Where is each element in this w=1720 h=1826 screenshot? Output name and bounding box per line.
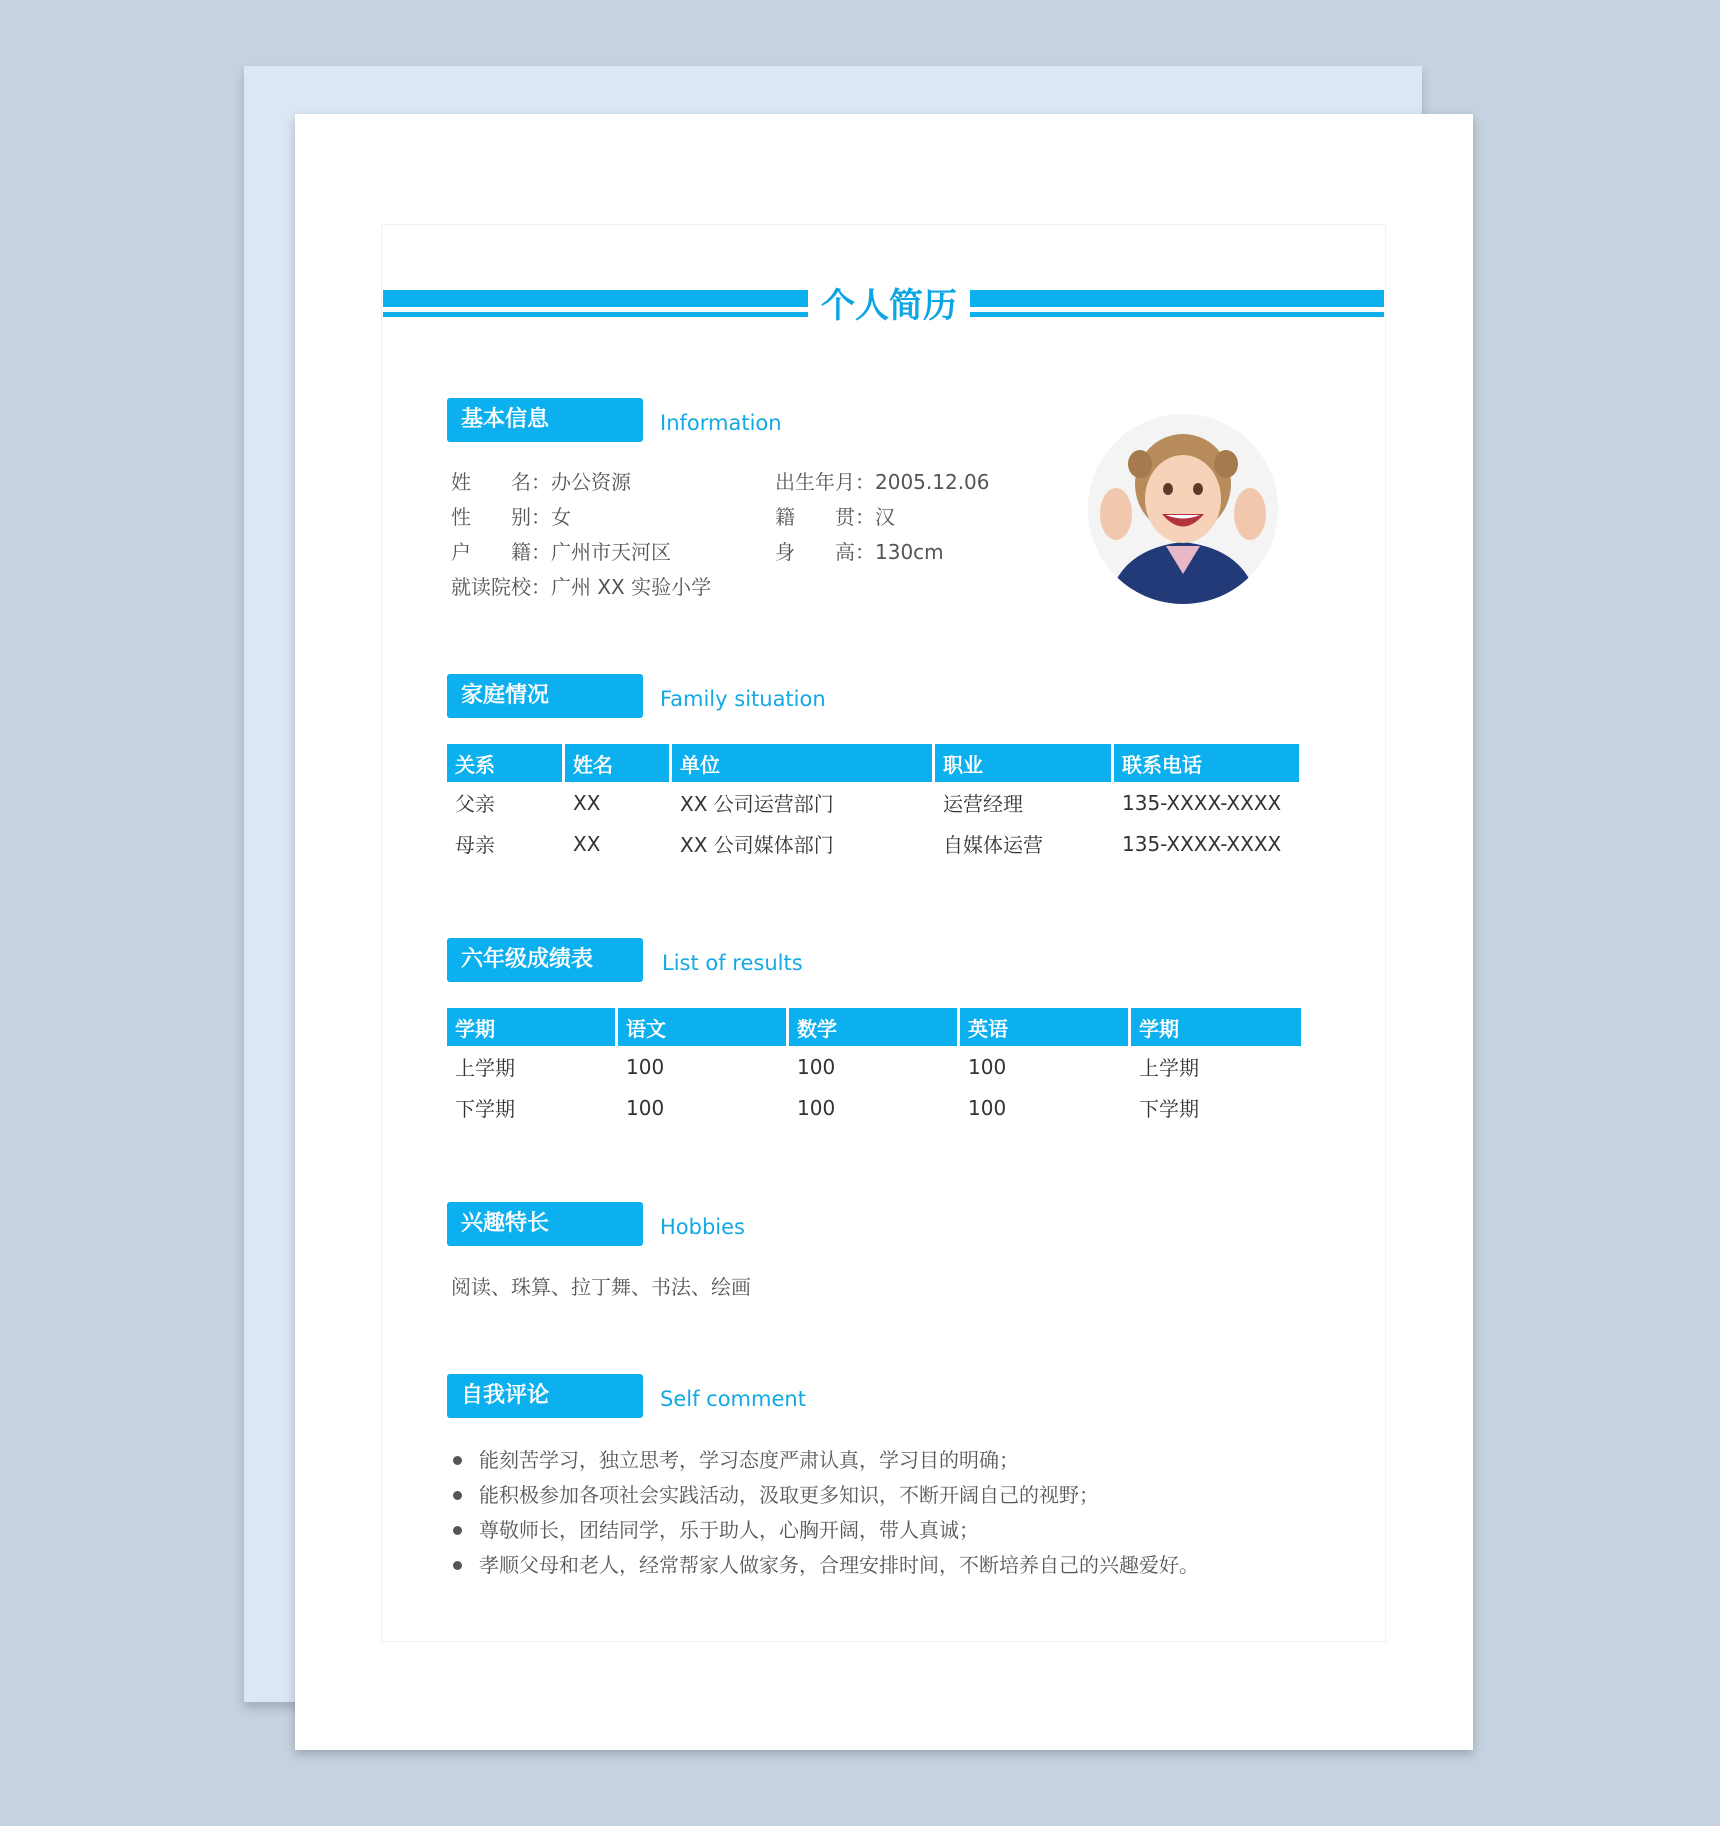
family-table-header xyxy=(447,744,1299,782)
table-cell: 上学期 xyxy=(455,1056,515,1080)
table-cell: XX 公司媒体部门 xyxy=(680,833,834,857)
section-family-label: 家庭情况 xyxy=(447,674,643,718)
grades-col-english: 英语 xyxy=(960,1008,1128,1046)
section-grades-en: List of results xyxy=(662,951,803,975)
comment-text: 孝顺父母和老人，经常帮家人做家务，合理安排时间，不断培养自己的兴趣爱好。 xyxy=(479,1553,1199,1577)
info-name: 姓 名：办公资源 xyxy=(451,470,631,494)
table-cell: 上学期 xyxy=(1139,1056,1199,1080)
list-item xyxy=(451,1513,1199,1548)
grades-table xyxy=(444,1008,1304,1128)
section-basic-label: 基本信息 xyxy=(447,398,643,442)
table-cell: 100 xyxy=(797,1095,836,1120)
grades-col-term-2: 学期 xyxy=(1131,1008,1301,1046)
table-row xyxy=(447,823,1299,864)
table-cell: 100 xyxy=(626,1095,665,1120)
list-item xyxy=(451,1443,1199,1478)
comment-text: 能刻苦学习，独立思考，学习态度严肃认真，学习目的明确； xyxy=(479,1448,1019,1472)
family-col-relation: 关系 xyxy=(447,744,562,782)
grades-col-chinese: 语文 xyxy=(618,1008,786,1046)
table-cell: XX 公司运营部门 xyxy=(680,792,834,816)
table-cell: 135-XXXX-XXXX xyxy=(1122,831,1282,856)
section-hobbies-label: 兴趣特长 xyxy=(447,1202,643,1246)
table-cell: XX xyxy=(573,831,601,856)
table-cell: 100 xyxy=(626,1054,665,1079)
page-title: 个人简历 xyxy=(821,286,957,326)
table-cell: 运营经理 xyxy=(943,792,1023,816)
bullet-icon xyxy=(453,1491,462,1500)
table-cell: 100 xyxy=(797,1054,836,1079)
section-self-en: Self comment xyxy=(660,1387,806,1411)
list-item xyxy=(451,1548,1199,1583)
section-family-en: Family situation xyxy=(660,687,826,711)
info-hukou: 户 籍：广州市天河区 xyxy=(451,540,671,564)
section-grades-label: 六年级成绩表 xyxy=(447,938,643,982)
family-col-employer: 单位 xyxy=(672,744,932,782)
family-col-job: 职业 xyxy=(935,744,1111,782)
info-height: 身 高：130cm xyxy=(775,540,944,564)
title-rule-left xyxy=(383,290,808,320)
grades-table-header xyxy=(447,1008,1301,1046)
table-cell: 135-XXXX-XXXX xyxy=(1122,790,1282,815)
profile-photo xyxy=(1088,414,1278,604)
table-cell: XX xyxy=(573,790,601,815)
bullet-icon xyxy=(453,1526,462,1535)
table-cell: 100 xyxy=(968,1054,1007,1079)
table-row xyxy=(447,1087,1301,1128)
bullet-icon xyxy=(453,1561,462,1570)
info-gender: 性 别：女 xyxy=(451,505,571,529)
info-school: 就读院校：广州 XX 实验小学 xyxy=(451,575,712,599)
title-rule-right xyxy=(970,290,1384,320)
self-comment-list xyxy=(451,1443,1199,1583)
table-cell: 自媒体运营 xyxy=(943,833,1043,857)
table-cell: 下学期 xyxy=(1139,1097,1199,1121)
grades-col-term: 学期 xyxy=(447,1008,615,1046)
section-hobbies-en: Hobbies xyxy=(660,1215,745,1239)
list-item xyxy=(451,1478,1199,1513)
table-cell: 母亲 xyxy=(455,833,495,857)
family-col-name: 姓名 xyxy=(565,744,669,782)
comment-text: 能积极参加各项社会实践活动，汲取更多知识，不断开阔自己的视野； xyxy=(479,1483,1099,1507)
table-row xyxy=(447,1046,1301,1087)
info-birth: 出生年月：2005.12.06 xyxy=(775,470,990,494)
comment-text: 尊敬师长，团结同学，乐于助人，心胸开阔，带人真诚； xyxy=(479,1518,979,1542)
hobbies-text: 阅读、珠算、拉丁舞、书法、绘画 xyxy=(451,1275,751,1299)
table-cell: 父亲 xyxy=(455,792,495,816)
family-col-phone: 联系电话 xyxy=(1114,744,1299,782)
table-cell: 100 xyxy=(968,1095,1007,1120)
family-table xyxy=(444,744,1302,864)
table-cell: 下学期 xyxy=(455,1097,515,1121)
info-origin: 籍 贯：汉 xyxy=(775,505,895,529)
bullet-icon xyxy=(453,1456,462,1465)
section-self-label: 自我评论 xyxy=(447,1374,643,1418)
grades-col-math: 数学 xyxy=(789,1008,957,1046)
section-basic-en: Information xyxy=(660,411,782,435)
table-row xyxy=(447,782,1299,823)
